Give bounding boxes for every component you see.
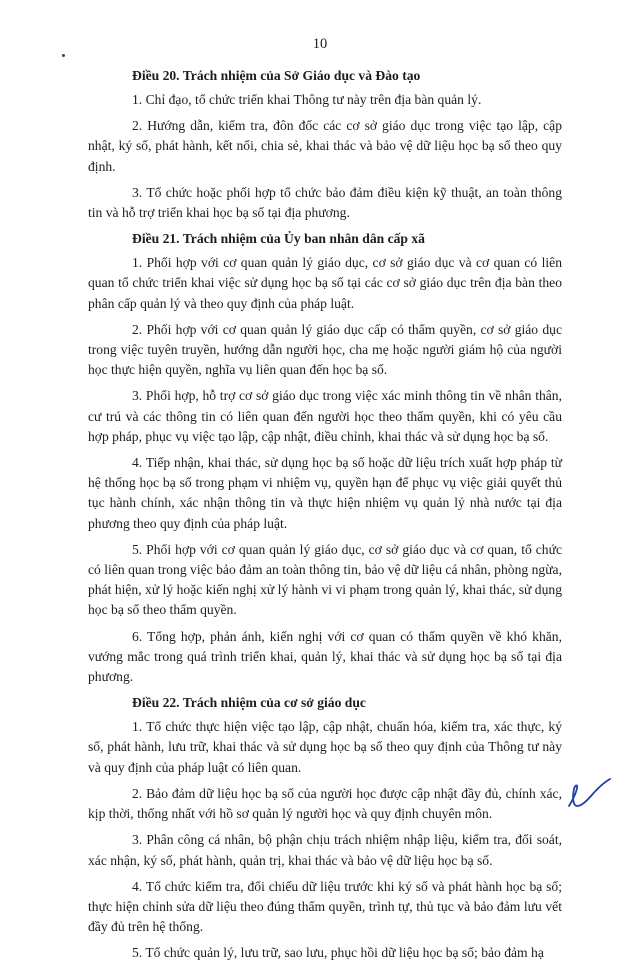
article-heading: Điều 22. Trách nhiệm của cơ sở giáo dục — [132, 695, 366, 711]
page-number: 10 — [312, 36, 328, 52]
article-paragraph: 1. Phối hợp với cơ quan quản lý giáo dục, cơ sở giáo dục và cơ quan có liên quan tổ chức triển khai việc sử dụng học bạ số tại các cơ sở giáo dục trên địa bàn theo phân cấp quản lý và theo quy định của pháp luật. — [88, 255, 562, 311]
article-paragraph: 5. Phối hợp với cơ quan quản lý giáo dục, cơ sở giáo dục và cơ quan, tổ chức có liên quan trong việc bảo đảm an toàn thông tin, bảo vệ dữ liệu cá nhân, phòng ngừa, phát hiện, xử lý hoặc kiến nghị xử lý hành vi vi phạm trong quản lý, khai thác, sử dụng học bạ số theo thẩm quyền. — [88, 541, 562, 618]
article-heading: Điều 21. Trách nhiệm của Ủy ban nhân dân cấp xã — [132, 231, 425, 247]
article-paragraph: 3. Phối hợp, hỗ trợ cơ sở giáo dục trong việc xác minh thông tin về nhân thân, cư trú và các thông tin có liên quan đến người học theo thẩm quyền, khi có yêu cầu hợp pháp, phục vụ việc tạo lập, cập nhật, điều chỉnh, khai thác và sử dụng học bạ số. — [88, 388, 562, 444]
article-20 — [88, 66, 562, 223]
article-paragraph: 4. Tổ chức kiểm tra, đối chiếu dữ liệu trước khi ký số và phát hành học bạ số; thực hiện chỉnh sửa dữ liệu theo đúng thẩm quyền, trình tự, thủ tục và bảo đảm lưu vết đầy đủ trên hệ thống. — [88, 878, 562, 935]
article-paragraph: 3. Tổ chức hoặc phối hợp tổ chức bảo đảm điều kiện kỹ thuật, an toàn thông tin và hỗ trợ triển khai học bạ số tại địa phương. — [88, 184, 562, 221]
article-22 — [88, 693, 562, 963]
article-paragraph: 2. Hướng dẫn, kiểm tra, đôn đốc các cơ sở giáo dục trong việc tạo lập, cập nhật, ký số, phát hành, kết nối, chia sẻ, khai thác và bảo vệ dữ liệu học bạ số theo quy định. — [88, 118, 562, 174]
handwritten-initial-mark — [566, 776, 612, 810]
article-paragraph: 1. Chỉ đạo, tổ chức triển khai Thông tư này trên địa bàn quản lý. — [132, 92, 482, 107]
article-paragraph: 3. Phân công cá nhân, bộ phận chịu trách nhiệm nhập liệu, kiểm tra, đối soát, xác nhận, ký số, phát hành, quản trị, khai thác và bảo vệ dữ liệu học bạ số. — [88, 832, 562, 868]
scan-speck — [62, 54, 65, 57]
article-paragraph: 1. Tổ chức thực hiện việc tạo lập, cập nhật, chuẩn hóa, kiểm tra, xác thực, ký số, phát hành, lưu trữ, khai thác và sử dụng học bạ số theo quy định của Thông tư này và quy định của pháp luật có liên quan. — [88, 719, 562, 775]
article-21 — [88, 229, 562, 687]
article-paragraph: 2. Bảo đảm dữ liệu học bạ số của người học được cập nhật đầy đủ, chính xác, kịp thời, thống nhất với hồ sơ quản lý người học và quy định chuyên môn. — [88, 785, 562, 822]
article-paragraph: 2. Phối hợp với cơ quan quản lý giáo dục cấp có thẩm quyền, cơ sở giáo dục trong việc tuyên truyền, hướng dẫn người học, cha mẹ hoặc người giám hộ của người học thực hiện quyền, nghĩa vụ liên quan đến học bạ số. — [88, 321, 562, 378]
document-body — [88, 66, 562, 970]
article-paragraph: 5. Tổ chức quản lý, lưu trữ, sao lưu, phục hồi dữ liệu học bạ số; bảo đảm hạ — [132, 945, 544, 961]
article-heading: Điều 20. Trách nhiệm của Sở Giáo dục và Đào tạo — [132, 68, 421, 83]
article-paragraph: 4. Tiếp nhận, khai thác, sử dụng học bạ số hoặc dữ liệu trích xuất hợp pháp từ hệ thống học bạ số trong phạm vi nhiệm vụ, quyền hạn để phục vụ việc giải quyết thủ tục hành chính, xác nhận thông tin và thực hiện nhiệm vụ quản lý nhà nước tại địa phương theo quy định của pháp luật. — [88, 455, 562, 531]
article-paragraph: 6. Tổng hợp, phản ánh, kiến nghị với cơ quan có thẩm quyền về khó khăn, vướng mắc trong quá trình triển khai, quản lý, khai thác và sử dụng học bạ số tại địa phương. — [88, 628, 562, 685]
